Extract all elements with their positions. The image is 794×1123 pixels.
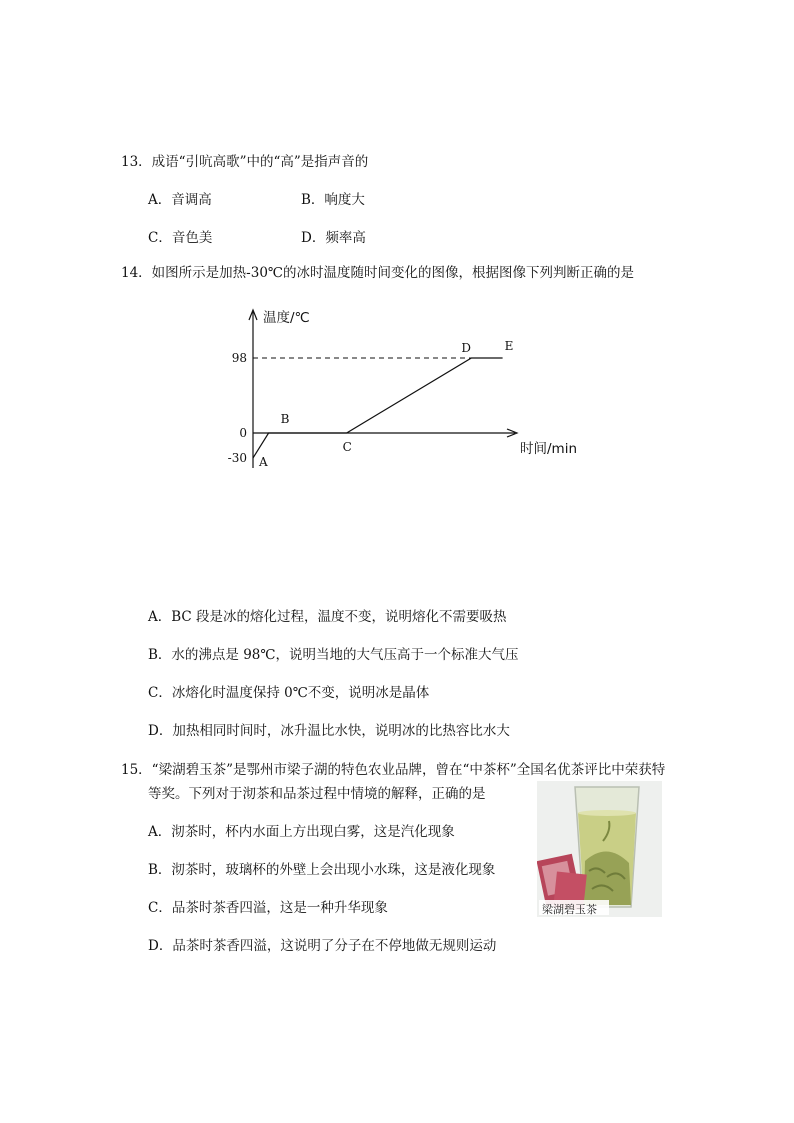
point-label-c: C <box>342 440 352 454</box>
q14-stem: 14．如图所示是加热-30℃的冰时温度随时间变化的图像，根据图像下列判断正确的是 <box>121 265 635 281</box>
point-label-b: B <box>280 412 290 426</box>
tea-photo-caption: 梁湖碧玉茶 <box>542 903 597 916</box>
q14-option-c[interactable]: C．冰熔化时温度保持 0℃不变，说明冰是晶体 <box>148 685 430 701</box>
y-tick-label: 98 <box>231 351 247 365</box>
q15-option-d[interactable]: D．品茶时茶香四溢，这说明了分子在不停地做无规则运动 <box>148 938 497 954</box>
point-label-d: D <box>461 341 472 355</box>
temperature-time-chart <box>215 300 615 480</box>
point-label-e: E <box>504 339 514 353</box>
chart-axes <box>249 310 517 468</box>
tea-photo <box>537 781 662 917</box>
q15-option-a[interactable]: A．沏茶时，杯内水面上方出现白雾，这是汽化现象 <box>148 824 455 840</box>
chart-series <box>253 358 503 458</box>
q13-option-d[interactable]: D．频率高 <box>301 230 366 246</box>
q14-option-a[interactable]: A．BC 段是冰的熔化过程，温度不变，说明熔化不需要吸热 <box>148 609 507 625</box>
point-label-a: A <box>259 455 268 469</box>
chart-ticks <box>228 351 247 465</box>
x-axis-title: 时间/min <box>520 441 578 457</box>
q13-option-a[interactable]: A．音调高 <box>148 192 212 208</box>
q15-option-b[interactable]: B．沏茶时，玻璃杯的外壁上会出现小水珠，这是液化现象 <box>148 862 496 878</box>
temperature-line <box>253 358 503 458</box>
q13-option-b[interactable]: B．响度大 <box>301 192 365 208</box>
y-axis-title: 温度/℃ <box>263 310 310 326</box>
q13-option-c[interactable]: C．音色美 <box>148 230 213 246</box>
q13-stem: 13．成语“引吭高歌”中的“高”是指声音的 <box>121 154 369 170</box>
y-tick-label: -30 <box>227 451 247 465</box>
q15-stem-line1: 15．“梁湖碧玉茶”是鄂州市梁子湖的特色农业品牌，曾在“中茶杯”全国名优茶评比中荣获特 <box>121 762 666 778</box>
q15-option-c[interactable]: C．品茶时茶香四溢，这是一种升华现象 <box>148 900 388 916</box>
q14-option-b[interactable]: B．水的沸点是 98℃，说明当地的大气压高于一个标准大气压 <box>148 647 519 663</box>
q14-option-d[interactable]: D．加热相同时间时，冰升温比水快，说明冰的比热容比水大 <box>148 723 510 739</box>
y-tick-label: 0 <box>239 426 247 440</box>
q15-stem-line2: 等奖。下列对于沏茶和品茶过程中情境的解释，正确的是 <box>148 786 486 802</box>
